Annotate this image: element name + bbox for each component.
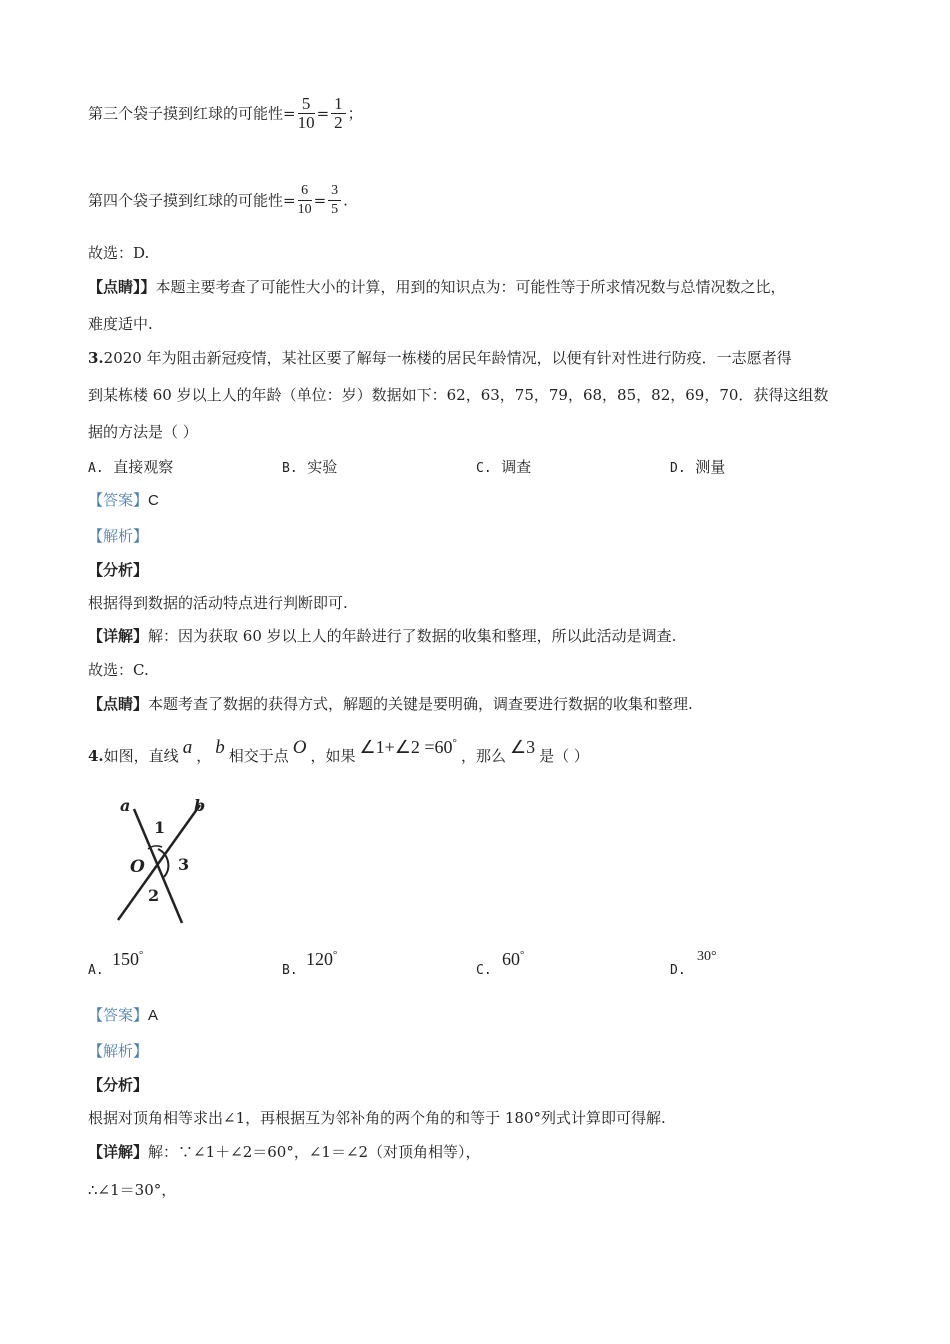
q3-detail [88, 626, 676, 646]
q3-stem-line1 [88, 348, 792, 368]
point-o-symbol: O [292, 737, 307, 758]
dianjing-label: 【点睛】】 [88, 278, 156, 296]
intersecting-lines-figure [110, 795, 230, 935]
dianjing-q2 [88, 277, 786, 297]
q3-option-a: A. 直接观察 [88, 458, 174, 476]
q4-fenxi-text: 根据对顶角相等求出∠1，再根据互为邻补角的两个角的和等于 180°列式计算即可得解. [88, 1109, 666, 1127]
q3-answer [88, 490, 159, 511]
fraction-6-10: $\frac{6}{10}$ [297, 183, 312, 217]
q4-answer [88, 1005, 158, 1026]
q3-dianjing [88, 694, 693, 714]
line-b-symbol: b [215, 737, 225, 758]
answer-label: 【答案】 [88, 1006, 149, 1024]
q3-option-c: C. 调查 [476, 458, 532, 476]
q3-fenxi-text: 根据得到数据的活动特点进行判断即可. [88, 594, 348, 612]
figure-label-a: a [120, 796, 131, 815]
q3-analysis-label: 【解析】 [88, 527, 149, 545]
answer-label: 【答案】 [88, 491, 149, 509]
detail-label: 【详解】 [88, 1143, 149, 1161]
answer-value: C [148, 492, 159, 509]
prob-third-bag-line [88, 95, 363, 132]
q4-analysis-label: 【解析】 [88, 1042, 149, 1060]
angle-3-symbol: ∠3 [509, 737, 536, 757]
line-a-symbol: a [182, 737, 193, 758]
prob-fourth-prefix: 第四个袋子摸到红球的可能性= [88, 191, 296, 210]
prob-fourth-bag-line [88, 182, 348, 219]
q3-fenxi-label: 【分析】 [88, 561, 149, 579]
figure-label-2: 2 [148, 886, 160, 905]
dianjing-label: 【点睛】 [88, 695, 149, 713]
difficulty-note: 难度适中. [88, 315, 153, 333]
equals-sign: = [316, 104, 330, 123]
choose-d: 故选：D. [88, 244, 150, 262]
fraction-5-10: $\frac{5}{10}$ [297, 94, 315, 132]
q3-stem-line3: 据的方法是（ ） [88, 423, 198, 441]
q3-number: 3. [88, 349, 104, 367]
detail-label: 【详解】 [88, 627, 149, 645]
q3-option-d: D. 测量 [670, 458, 726, 476]
q4-detail [88, 1142, 481, 1162]
detail-text: 解：∵∠1＋∠2＝60°，∠1＝∠2（对顶角相等）， [148, 1143, 481, 1161]
answer-value: A [148, 1007, 159, 1024]
fraction-1-2: $\frac{1}{2}$ [331, 95, 346, 132]
figure-label-3: 3 [178, 855, 190, 874]
prob-third-suffix: ； [347, 104, 363, 123]
q3-choose: 故选：C. [88, 661, 149, 679]
dianjing-text: 本题考查了数据的获得方式，解题的关键是要明确，调查要进行数据的收集和整理. [148, 695, 693, 713]
prob-third-prefix: 第三个袋子摸到红球的可能性= [88, 104, 296, 123]
q4-number: 4. [88, 747, 104, 765]
q3-stem-line2: 到某栋楼 60 岁以上人的年龄（单位：岁）数据如下：62，63，75，79，68，85，82，69，70．获得这组数 [88, 386, 829, 404]
equals-sign: = [313, 191, 327, 210]
detail-text: 解：因为获取 60 岁以上人的年龄进行了数据的收集和整理，所以此活动是调查. [148, 627, 677, 645]
q4-stem: 4.如图，直线 a ， b 相交于点 O ，如果 ∠1+∠2 =60°，那么 ∠3 是（ ） [88, 737, 589, 765]
q3-line1-text: 2020 年为阻击新冠疫情，某社区要了解每一栋楼的居民年龄情况，以便有针对性进行防疫．一志愿者得 [103, 349, 792, 367]
q4-fenxi-label: 【分析】 [88, 1076, 149, 1094]
dianjing-text: 本题主要考查了可能性大小的计算，用到的知识点为：可能性等于所求情况数与总情况数之比， [155, 278, 786, 296]
prob-fourth-suffix: . [343, 191, 348, 210]
figure-label-1: 1 [154, 818, 166, 837]
q4-therefore: ∴∠1＝30°， [88, 1181, 177, 1199]
q3-option-b: B. 实验 [282, 458, 338, 476]
fraction-3-5: $\frac{3}{5}$ [328, 182, 341, 219]
figure-label-O: O [130, 857, 145, 877]
figure-label-b: b [194, 796, 206, 815]
angle-condition: ∠1+∠2 =60° [359, 737, 457, 757]
